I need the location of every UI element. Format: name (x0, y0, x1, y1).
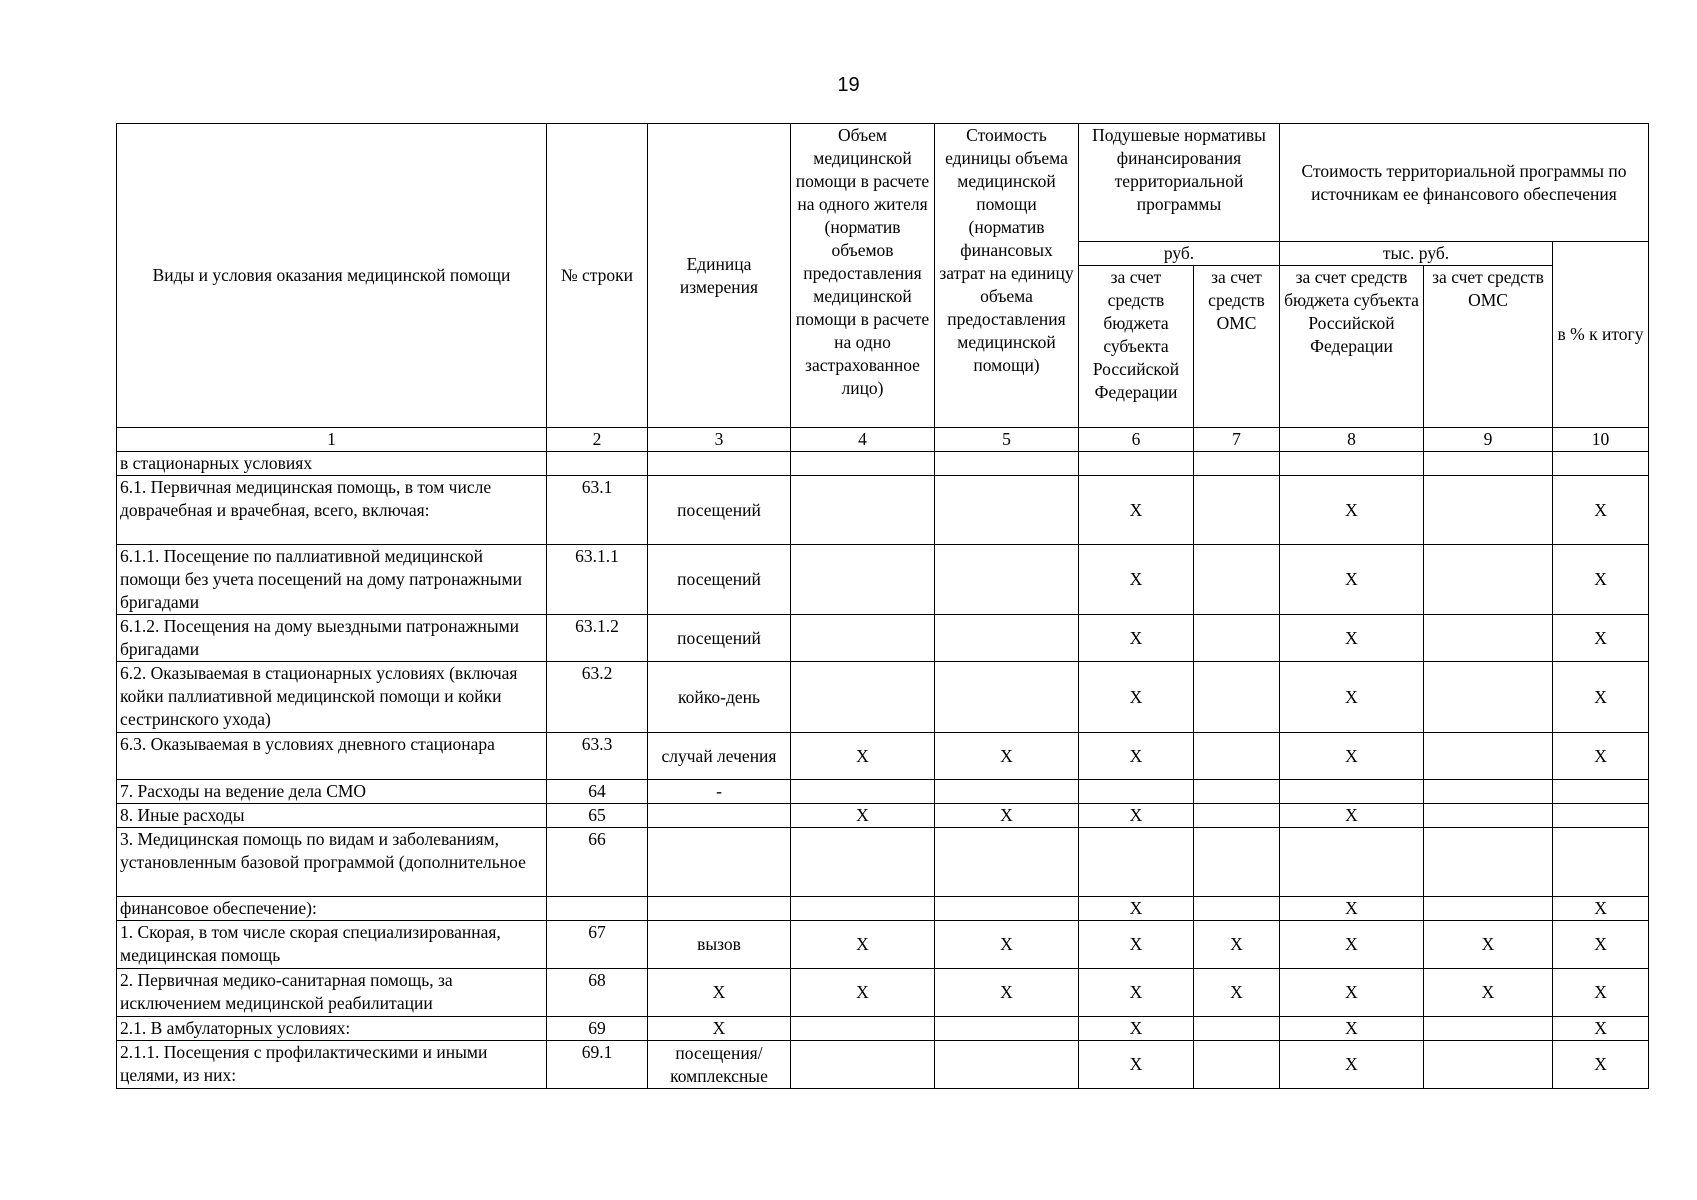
cost-oms-cell: Х (1424, 921, 1553, 969)
cost-budget-cell: Х (1280, 476, 1424, 545)
table-row (117, 476, 1649, 545)
cost-budget-cell (1280, 780, 1424, 804)
header-unit: Единица измерения (648, 124, 791, 428)
table-row (117, 969, 1649, 1017)
unit-cell: посещений (648, 615, 791, 662)
row-description: финансовое обеспечение): (117, 897, 547, 921)
per-capita-budget-cell (1079, 828, 1194, 897)
volume-cell (791, 476, 935, 545)
cost-budget-cell: Х (1280, 804, 1424, 828)
row-number-cell: 69.1 (547, 1041, 648, 1089)
unit-cell: Х (648, 1017, 791, 1041)
per-capita-budget-cell: Х (1079, 921, 1194, 969)
volume-cell (791, 615, 935, 662)
per-capita-budget-cell: Х (1079, 615, 1194, 662)
unit-cell: посещений (648, 476, 791, 545)
unit-cost-cell: Х (935, 969, 1079, 1017)
table-row (117, 452, 1649, 476)
header-volume: Объем медицинской помощи в расчете на одного жителя (норматив объемов предоставления медицинской помощи в расчете на одно застрахованное лицо) (791, 124, 935, 428)
row-description: 8. Иные расходы (117, 804, 547, 828)
table-row (117, 1017, 1649, 1041)
percent-total-cell: Х (1553, 615, 1649, 662)
table-row (117, 662, 1649, 733)
row-number-cell: 68 (547, 969, 648, 1017)
unit-cell (648, 897, 791, 921)
row-number-cell: 63.1.2 (547, 615, 648, 662)
percent-total-cell: Х (1553, 1017, 1649, 1041)
row-number-cell: 63.1.1 (547, 545, 648, 615)
cost-budget-cell: Х (1280, 1041, 1424, 1089)
row-description: 6.1.1. Посещение по паллиативной медицинской помощи без учета посещений на дому патронажными бригадами (117, 545, 547, 615)
cost-oms-cell (1424, 897, 1553, 921)
percent-total-cell: Х (1553, 921, 1649, 969)
cost-budget-cell: Х (1280, 615, 1424, 662)
per-capita-budget-cell: Х (1079, 1017, 1194, 1041)
volume-cell (791, 897, 935, 921)
volume-cell (791, 1041, 935, 1089)
per-capita-budget-cell: Х (1079, 804, 1194, 828)
header-kinds-conditions: Виды и условия оказания медицинской помощи (117, 124, 547, 428)
percent-total-cell: Х (1553, 969, 1649, 1017)
unit-cost-cell (935, 828, 1079, 897)
unit-cost-cell (935, 780, 1079, 804)
column-number: 9 (1424, 428, 1553, 452)
row-number-cell: 66 (547, 828, 648, 897)
row-number-cell: 64 (547, 780, 648, 804)
unit-cost-cell (935, 615, 1079, 662)
header-row-number: № строки (547, 124, 648, 428)
unit-cell (648, 452, 791, 476)
percent-total-cell (1553, 828, 1649, 897)
per-capita-oms-cell (1194, 804, 1280, 828)
page-number: 19 (837, 74, 860, 96)
per-capita-budget-cell: Х (1079, 969, 1194, 1017)
row-number-cell (547, 452, 648, 476)
header-unit-rub: руб. (1079, 242, 1280, 266)
cost-oms-cell (1424, 545, 1553, 615)
unit-cell: случай лечения (648, 733, 791, 780)
table-row (117, 733, 1649, 780)
cost-oms-cell (1424, 662, 1553, 733)
volume-cell: Х (791, 921, 935, 969)
percent-total-cell: Х (1553, 662, 1649, 733)
per-capita-budget-cell (1079, 452, 1194, 476)
per-capita-budget-cell: Х (1079, 662, 1194, 733)
cost-oms-cell (1424, 828, 1553, 897)
unit-cell: Х (648, 969, 791, 1017)
column-number: 6 (1079, 428, 1194, 452)
unit-cost-cell: Х (935, 733, 1079, 780)
column-number: 8 (1280, 428, 1424, 452)
cost-oms-cell (1424, 804, 1553, 828)
header-unit-cost: Стоимость единицы объема медицинской помощи (норматив финансовых затрат на единицу объема предоставления медицинской помощи) (935, 124, 1079, 428)
header-cost-oms: за счет средств ОМС (1424, 266, 1553, 428)
column-number: 5 (935, 428, 1079, 452)
per-capita-budget-cell: Х (1079, 1041, 1194, 1089)
per-capita-oms-cell: Х (1194, 921, 1280, 969)
row-description: 6.2. Оказываемая в стационарных условиях (включая койки паллиативной медицинской помощи и койки сестринского ухода) (117, 662, 547, 733)
per-capita-oms-cell (1194, 1017, 1280, 1041)
volume-cell (791, 452, 935, 476)
per-capita-oms-cell (1194, 897, 1280, 921)
header-per-capita-budget: за счет средств бюджета субъекта Российской Федерации (1079, 266, 1194, 428)
unit-cost-cell: Х (935, 804, 1079, 828)
cost-budget-cell: Х (1280, 921, 1424, 969)
cost-budget-cell (1280, 828, 1424, 897)
column-number: 2 (547, 428, 648, 452)
unit-cell: - (648, 780, 791, 804)
cost-budget-cell: Х (1280, 897, 1424, 921)
row-number-cell: 63.2 (547, 662, 648, 733)
percent-total-cell (1553, 452, 1649, 476)
row-number-cell: 65 (547, 804, 648, 828)
cost-oms-cell (1424, 615, 1553, 662)
cost-oms-cell (1424, 780, 1553, 804)
cost-budget-cell: Х (1280, 662, 1424, 733)
per-capita-oms-cell: Х (1194, 969, 1280, 1017)
row-description: 2. Первичная медико-санитарная помощь, за исключением медицинской реабилитации (117, 969, 547, 1017)
volume-cell: Х (791, 969, 935, 1017)
column-number: 3 (648, 428, 791, 452)
row-description: 7. Расходы на ведение дела СМО (117, 780, 547, 804)
per-capita-budget-cell: Х (1079, 733, 1194, 780)
header-unit-thousand-rub: тыс. руб. (1280, 242, 1553, 266)
per-capita-oms-cell (1194, 452, 1280, 476)
cost-budget-cell: Х (1280, 733, 1424, 780)
per-capita-oms-cell (1194, 615, 1280, 662)
volume-cell: Х (791, 804, 935, 828)
cost-oms-cell: Х (1424, 969, 1553, 1017)
unit-cost-cell (935, 452, 1079, 476)
cost-budget-cell: Х (1280, 969, 1424, 1017)
column-number: 7 (1194, 428, 1280, 452)
per-capita-oms-cell (1194, 545, 1280, 615)
per-capita-oms-cell (1194, 662, 1280, 733)
cost-budget-cell (1280, 452, 1424, 476)
per-capita-budget-cell (1079, 780, 1194, 804)
column-number: 10 (1553, 428, 1649, 452)
unit-cell: вызов (648, 921, 791, 969)
volume-cell (791, 1017, 935, 1041)
per-capita-oms-cell (1194, 828, 1280, 897)
unit-cell: посещения/комплексные (648, 1041, 791, 1089)
percent-total-cell: Х (1553, 545, 1649, 615)
cost-oms-cell (1424, 1017, 1553, 1041)
table-row (117, 921, 1649, 969)
per-capita-budget-cell: Х (1079, 897, 1194, 921)
percent-total-cell: Х (1553, 476, 1649, 545)
volume-cell (791, 545, 935, 615)
row-description: 3. Медицинская помощь по видам и заболеваниям, установленным базовой программой (дополнительное (117, 828, 547, 897)
per-capita-oms-cell (1194, 733, 1280, 780)
unit-cost-cell (935, 1017, 1079, 1041)
header-per-capita-oms: за счет средств ОМС (1194, 266, 1280, 428)
per-capita-oms-cell (1194, 1041, 1280, 1089)
table-row (117, 780, 1649, 804)
row-description: 1. Скорая, в том числе скорая специализированная, медицинская помощь (117, 921, 547, 969)
percent-total-cell: Х (1553, 733, 1649, 780)
volume-cell (791, 780, 935, 804)
unit-cell (648, 828, 791, 897)
row-description: 6.3. Оказываемая в условиях дневного стационара (117, 733, 547, 780)
header-cost-budget: за счет средств бюджета субъекта Российской Федерации (1280, 266, 1424, 428)
unit-cost-cell: Х (935, 921, 1079, 969)
unit-cell: койко-день (648, 662, 791, 733)
cost-oms-cell (1424, 733, 1553, 780)
header-percent-total: в % к итогу (1553, 242, 1649, 428)
unit-cost-cell (935, 662, 1079, 733)
table-row (117, 804, 1649, 828)
cost-budget-cell: Х (1280, 1017, 1424, 1041)
row-number-cell: 67 (547, 921, 648, 969)
per-capita-budget-cell: Х (1079, 476, 1194, 545)
cost-oms-cell (1424, 452, 1553, 476)
column-number: 4 (791, 428, 935, 452)
cost-budget-cell: Х (1280, 545, 1424, 615)
cost-oms-cell (1424, 1041, 1553, 1089)
row-description: в стационарных условиях (117, 452, 547, 476)
row-description: 2.1. В амбулаторных условиях: (117, 1017, 547, 1041)
table-row (117, 828, 1649, 897)
percent-total-cell (1553, 804, 1649, 828)
territorial-program-table (116, 123, 1649, 1089)
row-number-cell: 69 (547, 1017, 648, 1041)
table-row (117, 545, 1649, 615)
percent-total-cell: Х (1553, 897, 1649, 921)
unit-cost-cell (935, 897, 1079, 921)
column-number-row (117, 428, 1649, 452)
per-capita-budget-cell: Х (1079, 545, 1194, 615)
table-row (117, 1041, 1649, 1089)
unit-cost-cell (935, 545, 1079, 615)
row-number-cell (547, 897, 648, 921)
percent-total-cell (1553, 780, 1649, 804)
row-description: 6.1. Первичная медицинская помощь, в том числе доврачебная и врачебная, всего, включая: (117, 476, 547, 545)
row-description: 2.1.1. Посещения с профилактическими и иными целями, из них: (117, 1041, 547, 1089)
unit-cell: посещений (648, 545, 791, 615)
percent-total-cell: Х (1553, 1041, 1649, 1089)
table-row (117, 897, 1649, 921)
cost-oms-cell (1424, 476, 1553, 545)
volume-cell (791, 828, 935, 897)
header-program-cost-group: Стоимость территориальной программы по источникам ее финансового обеспечения (1280, 124, 1649, 242)
table-row (117, 615, 1649, 662)
row-number-cell: 63.1 (547, 476, 648, 545)
row-description: 6.1.2. Посещения на дому выездными патронажными бригадами (117, 615, 547, 662)
row-number-cell: 63.3 (547, 733, 648, 780)
unit-cost-cell (935, 476, 1079, 545)
unit-cost-cell (935, 1041, 1079, 1089)
volume-cell: Х (791, 733, 935, 780)
volume-cell (791, 662, 935, 733)
per-capita-oms-cell (1194, 476, 1280, 545)
per-capita-oms-cell (1194, 780, 1280, 804)
unit-cell (648, 804, 791, 828)
column-number: 1 (117, 428, 547, 452)
header-per-capita-group: Подушевые нормативы финансирования территориальной программы (1079, 124, 1280, 242)
